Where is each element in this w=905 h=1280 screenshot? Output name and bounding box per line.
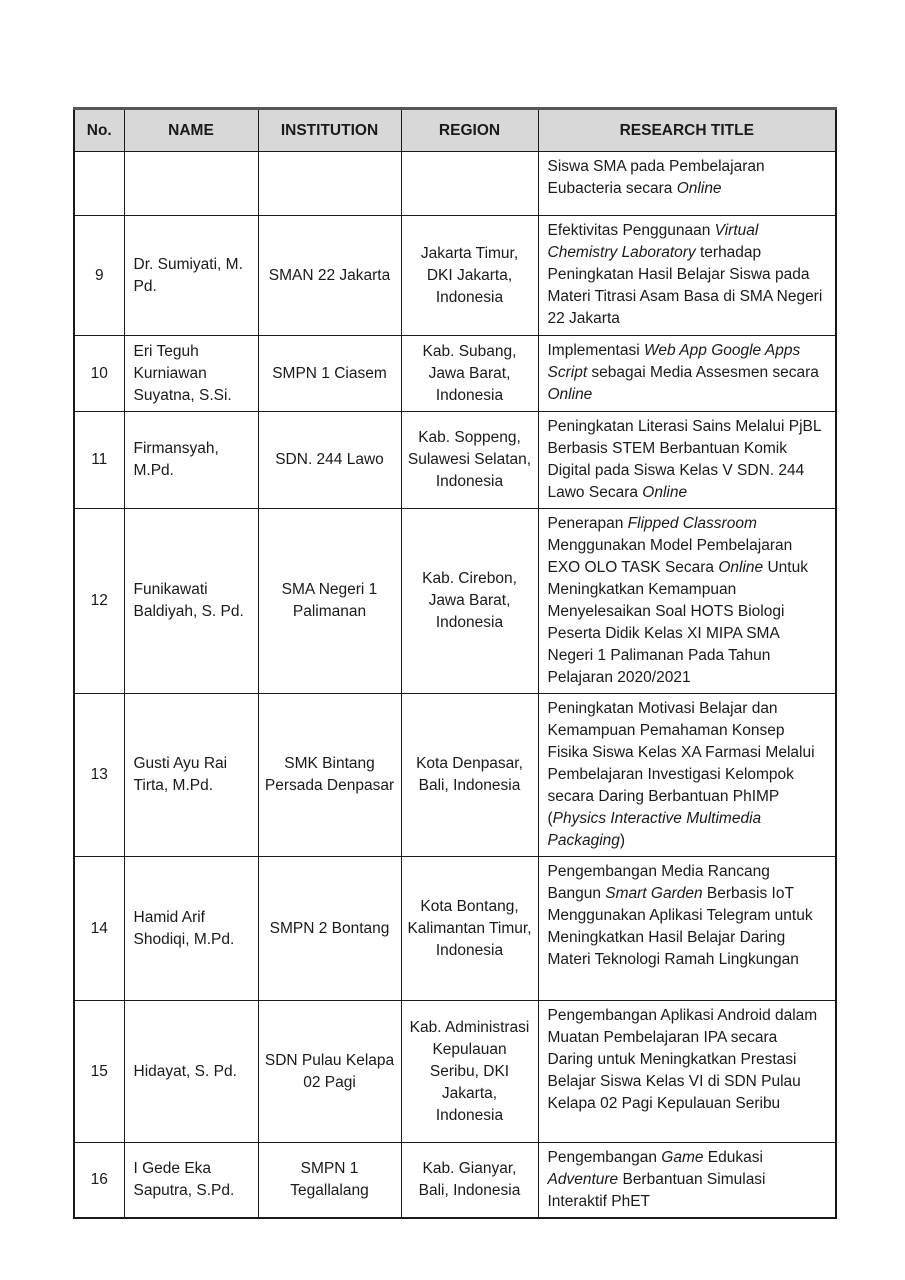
table-row — [74, 857, 836, 1001]
research-title-cell: Peningkatan Motivasi Belajar dan Kemampuan Pemahaman Konsep Fisika Siswa Kelas XA Farmasi Melalui Pembelajaran Investigasi Kelompok secara Daring Berbantuan PhIMP (Physics Interactive Multimedia Packaging) — [538, 694, 836, 857]
institution-cell: SDN Pulau Kelapa 02 Pagi — [258, 1001, 401, 1143]
header-name: NAME — [124, 109, 258, 152]
institution-cell: SDN. 244 Lawo — [258, 412, 401, 509]
header-region: REGION — [401, 109, 538, 152]
row-number-cell: 15 — [74, 1001, 124, 1143]
research-title-cell: Pengembangan Game Edukasi Adventure Berbantuan Simulasi Interaktif PhET — [538, 1143, 836, 1219]
name-cell — [124, 152, 258, 216]
region-cell: Kab. Gianyar, Bali, Indonesia — [401, 1143, 538, 1219]
research-title-cell: Peningkatan Literasi Sains Melalui PjBL Berbasis STEM Berbantuan Komik Digital pada Siswa Kelas V SDN. 244 Lawo Secara Online — [538, 412, 836, 509]
table-row — [74, 694, 836, 857]
table-row — [74, 412, 836, 509]
row-number-cell: 9 — [74, 216, 124, 336]
research-title-cell: Penerapan Flipped Classroom Menggunakan Model Pembelajaran EXO OLO TASK Secara Online Untuk Meningkatkan Kemampuan Menyelesaikan Soal HOTS Biologi Peserta Didik Kelas XI MIPA SMA Negeri 1 Palimanan Pada Tahun Pelajaran 2020/2021 — [538, 509, 836, 694]
name-cell: Eri Teguh Kurniawan Suyatna, S.Si. — [124, 336, 258, 412]
research-title-cell: Implementasi Web App Google Apps Script sebagai Media Assesmen secara Online — [538, 336, 836, 412]
row-number-cell: 14 — [74, 857, 124, 1001]
research-title-cell: Pengembangan Aplikasi Android dalam Muatan Pembelajaran IPA secara Daring untuk Meningkatkan Prestasi Belajar Siswa Kelas VI di SDN Pulau Kelapa 02 Pagi Kepulauan Seribu — [538, 1001, 836, 1143]
name-cell: Gusti Ayu Rai Tirta, M.Pd. — [124, 694, 258, 857]
name-cell: I Gede Eka Saputra, S.Pd. — [124, 1143, 258, 1219]
table-row — [74, 1143, 836, 1219]
row-number-cell: 12 — [74, 509, 124, 694]
name-cell: Firmansyah, M.Pd. — [124, 412, 258, 509]
region-cell: Jakarta Timur, DKI Jakarta, Indonesia — [401, 216, 538, 336]
region-cell: Kota Denpasar, Bali, Indonesia — [401, 694, 538, 857]
table-row — [74, 216, 836, 336]
research-title-cell: Pengembangan Media Rancang Bangun Smart Garden Berbasis IoT Menggunakan Aplikasi Telegram untuk Meningkatkan Hasil Belajar Daring Materi Teknologi Ramah Lingkungan — [538, 857, 836, 1001]
region-cell: Kab. Administrasi Kepulauan Seribu, DKI Jakarta, Indonesia — [401, 1001, 538, 1143]
region-cell: Kab. Subang, Jawa Barat, Indonesia — [401, 336, 538, 412]
institution-cell: SMAN 22 Jakarta — [258, 216, 401, 336]
table-row — [74, 509, 836, 694]
research-roster-table — [73, 107, 837, 1219]
row-number-cell: 11 — [74, 412, 124, 509]
header-institution: INSTITUTION — [258, 109, 401, 152]
name-cell: Dr. Sumiyati, M. Pd. — [124, 216, 258, 336]
row-number-cell: 16 — [74, 1143, 124, 1219]
header-research-title: RESEARCH TITLE — [538, 109, 836, 152]
region-cell: Kota Bontang, Kalimantan Timur, Indonesia — [401, 857, 538, 1001]
name-cell: Hamid Arif Shodiqi, M.Pd. — [124, 857, 258, 1001]
table-body — [74, 152, 836, 1219]
institution-cell: SMA Negeri 1 Palimanan — [258, 509, 401, 694]
table-row — [74, 152, 836, 216]
institution-cell: SMK Bintang Persada Denpasar — [258, 694, 401, 857]
table-row — [74, 1001, 836, 1143]
name-cell: Hidayat, S. Pd. — [124, 1001, 258, 1143]
row-number-cell: 13 — [74, 694, 124, 857]
table-row — [74, 336, 836, 412]
header-no: No. — [74, 109, 124, 152]
institution-cell: SMPN 1 Tegallalang — [258, 1143, 401, 1219]
region-cell: Kab. Cirebon, Jawa Barat, Indonesia — [401, 509, 538, 694]
name-cell: Funikawati Baldiyah, S. Pd. — [124, 509, 258, 694]
institution-cell: SMPN 1 Ciasem — [258, 336, 401, 412]
research-title-cell: Siswa SMA pada Pembelajaran Eubacteria secara Online — [538, 152, 836, 216]
research-title-cell: Efektivitas Penggunaan Virtual Chemistry Laboratory terhadap Peningkatan Hasil Belajar Siswa pada Materi Titrasi Asam Basa di SMA Negeri 22 Jakarta — [538, 216, 836, 336]
row-number-cell — [74, 152, 124, 216]
table-header — [74, 109, 836, 152]
institution-cell: SMPN 2 Bontang — [258, 857, 401, 1001]
region-cell — [401, 152, 538, 216]
region-cell: Kab. Soppeng, Sulawesi Selatan, Indonesia — [401, 412, 538, 509]
institution-cell — [258, 152, 401, 216]
row-number-cell: 10 — [74, 336, 124, 412]
header-row — [74, 109, 836, 152]
